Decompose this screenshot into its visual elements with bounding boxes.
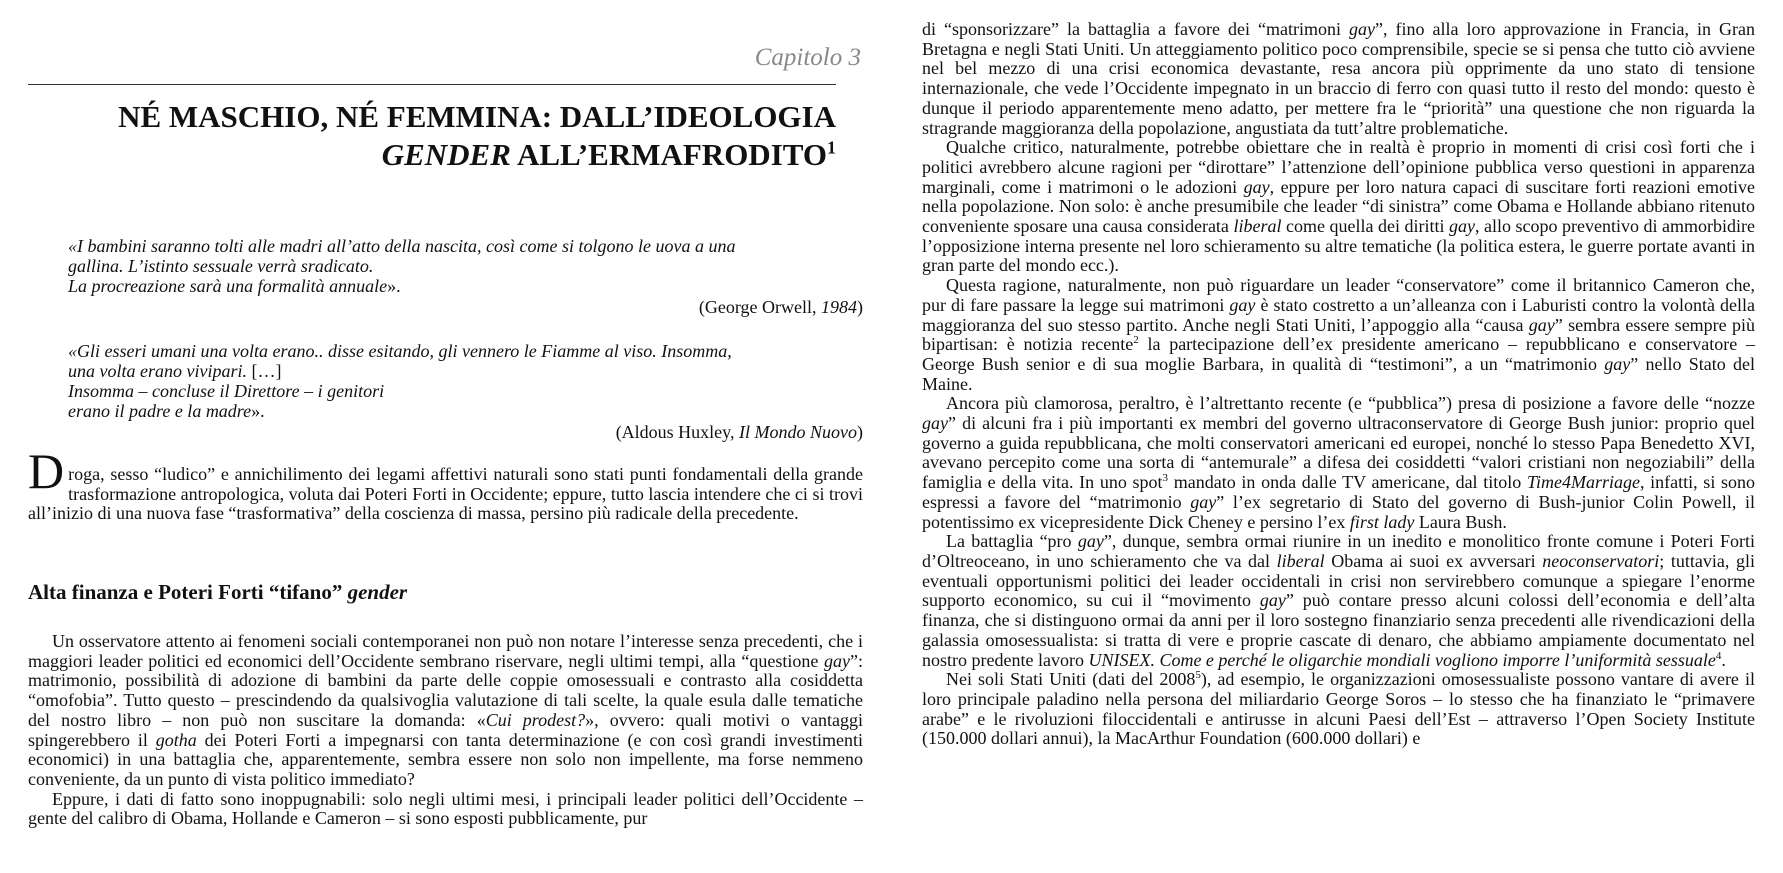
body-paragraph: Eppure, i dati di fatto sono inoppugnabili: solo negli ultimi mesi, i principali leader politici dell’Occidente – gente del calibro di Obama, Hollande e Cameron – si sono esposti pubblicamente, pur [28, 788, 863, 829]
body-paragraph: Ancora più clamorosa, peraltro, è l’altrettanto recente (e “pubblica”) presa di posizione a favore delle “nozze gay” di alcuni fra i più importanti ex membri del governo ultraconservatore di George Bush junior: proprio quel governo a guida repubblicana, che molti conservatori americani ed europei, nonché lo stesso Papa Benedetto XVI, avevano percepito come una sorta di “antemurale” a difesa dei cosiddetti “valori cristiani non negoziabili” della famiglia e della vita. In uno spot$^3$ mandato in onda dalle TV americane, dal titolo Time4Marriage, infatti, si sono espressi a favore del “matrimonio gay” l’ex segretario di Stato del governo di Bush-junior Colin Powell, il potentissimo ex vicepresidente Dick Cheney e persino l’ex first lady Laura Bush. [922, 393, 1756, 532]
chapter-title [28, 98, 836, 174]
epigraph-line: gallina. L’istinto sessuale verrà sradicato. [68, 256, 374, 276]
right-body-text [922, 20, 1755, 749]
epigraph-line: «I bambini saranno tolti alle madri all’atto della nascita, così come si tolgono le uova a una [68, 236, 736, 256]
epigraph-orwell [68, 236, 863, 317]
left-body-text [28, 632, 863, 829]
body-paragraph: Un osservatore attento ai fenomeni sociali contemporanei non può non notare l’interesse senza precedenti, che i maggiori leader politici ed economici dell’Occidente sembrano riservare, negli ultimi tempi, alla “questione gay”: matrimonio, possibilità di adozione di bambini da parte delle coppie omosessuali e contrasto alla cosiddetta “omofobia”. Tutto questo – prescindendo da qualsivoglia valutazione di tali scelte, la quale esula dalle tematiche del nostro libro – non può non suscitare la domanda: «Cui prodest?», ovvero: quali motivi o vantaggi spingerebbero il gotha dei Poteri Forti a impegnarsi con tanta determinazione (e con così grandi investimenti economici) in una battaglia che, apparentemente, sembra essere non solo non impellente, ma forse nemmeno conveniente, da un punto di vista politico immediato? [28, 631, 863, 789]
body-paragraph: Questa ragione, naturalmente, non può riguardare un leader “conservatore” come il britannico Cameron che, pur di fare passare la legge sui matrimoni gay è stato costretto a un’alleanza con i Laburisti contro la volontà della maggioranza del suo stesso partito. Anche negli Stati Uniti, l’appoggio alla “causa gay” sembra essere sempre più bipartisan: è notizia recente$^2$ la partecipazione dell’ex presidente americano – repubblicano e conservatore – George Bush senior e di sua moglie Barbara, in qualità di “testimoni”, a un “matrimonio gay” nello Stato del Maine. [922, 275, 1755, 394]
body-paragraph: Nei soli Stati Uniti (dati del 2008$^5$), ad esempio, le organizzazioni omosessualiste possono vantare di avere il loro principale paladino nella persona del miliardario George Soros – lo stesso che ha finanziato le “primavere arabe” e le rivoluzioni filoccidentali e antirusse in alcuni Paesi dell’Est – attraverso l’Open Society Institute (150.000 dollari annui), la MacArthur Foundation (600.000 dollari) e [922, 669, 1755, 749]
epigraph-line: Insomma – concluse il Direttore – i genitori [68, 381, 385, 401]
body-paragraph: La battaglia “pro gay”, dunque, sembra ormai riunire in un inedito e monolitico fronte comune i Poteri Forti d’Oltreoceano, in uno schieramento che va dal liberal Obama ai suoi ex avversari neoconservatori; tuttavia, gli eventuali opportunismi politici dei leader occidentali in crisi non servirebbero comunque a spiegare l’enorme supporto economico, su cui il “movimento gay” può contare presso alcuni colossi dell’economia e dell’alta finanza, che si distinguono ormai da anni per il loro sostegno finanziario senza precedenti alle rivendicazioni della galassia omosessualista: si tratta di vere e proprie cascate di denaro, che abbiamo ampiamente documentato nel nostro predente lavoro UNISEX. Come e perché le oligarchie mondiali vogliono imporre l’uniformità sessuale$^4$. [922, 531, 1756, 670]
chapter-label: Capitolo 3 [754, 44, 861, 71]
body-paragraph: di “sponsorizzare” la battaglia a favore dei “matrimoni gay”, fino alla loro approvazione in Francia, in Gran Bretagna e negli Stati Uniti. Un atteggiamento politico poco comprensibile, specie se si pensa che tutto ciò avviene nel bel mezzo di una crisi economica devastante, resa ancora più opprimente da uno stato di tensione internazionale, che vede l’Occidente impegnato in un braccio di ferro con quasi tutto il resto del mondo: questo è dunque il periodo apparentemente meno adatto, per mettere fra le “priorità” una questione che non riguarda la stragrande maggioranza della popolazione, angustiata da tutt’altre problematiche. [922, 19, 1756, 138]
epigraph-huxley [68, 341, 863, 442]
epigraph-line: erano il padre e la madre». [68, 401, 265, 421]
section-heading: Alta finanza e Poteri Forti “tifano” gender [28, 580, 408, 604]
footnote-ref[interactable]: 5 [1195, 669, 1201, 682]
epigraph-attribution: (George Orwell, 1984) [698, 297, 863, 317]
epigraph-line: La procreazione sarà una formalità annuale». [68, 276, 401, 296]
opening-paragraph: Droga, sesso “ludico” e annichilimento dei legami affettivi naturali sono stati punti fondamentali della grande trasformazione antropologica, voluta dai Poteri Forti in Occidente; eppure, tutto lascia intendere che ci si trovi all’inizio di una nuova fase “trasformativa” della coscienza di massa, persino più radicale della precedente. [28, 443, 863, 524]
epigraph-attribution: (Aldous Huxley, Il Mondo Nuovo) [615, 422, 863, 442]
title-line-1: NÉ MASCHIO, NÉ FEMMINA: DALL’IDEOLOGIA [118, 99, 836, 134]
epigraph-line: una volta erano vivipari. […] [68, 361, 282, 381]
footnote-ref[interactable]: 3 [1162, 472, 1169, 485]
title-line-2: ALL’ERMAFRODITO [510, 137, 827, 172]
epigraph-line: «Gli esseri umani una volta erano.. disse esitando, gli vennero le Fiamme al viso. Insomma, [68, 341, 732, 361]
title-footnote-ref[interactable]: 1 [827, 137, 836, 158]
footnote-ref[interactable]: 2 [1133, 334, 1139, 347]
body-paragraph: Qualche critico, naturalmente, potrebbe obiettare che in realtà è proprio in momenti di crisi così forti che i politici avrebbero alcune ragioni per “dirottare” l’attenzione dell’opinione pubblica verso questioni in apparenza marginali, come i matrimoni o le adozioni gay, eppure per loro natura capaci di suscitare forti reazioni emotive nella popolazione. Non solo: è anche presumibile che leader “di sinistra” come Obama e Hollande abbiano ritenuto conveniente sposare una causa considerata liberal come quella dei diritti gay, allo scopo preventivo di ammorbidire l’opposizione interna presente nel loro schieramento su altre tematiche (la politica estera, le guerre portate avanti in gran parte del mondo ecc.). [922, 137, 1755, 276]
drop-cap: D [28, 443, 65, 499]
title-italic-word: GENDER [381, 137, 511, 172]
footnote-ref[interactable]: 4 [1715, 649, 1722, 662]
header-rule [28, 84, 836, 85]
